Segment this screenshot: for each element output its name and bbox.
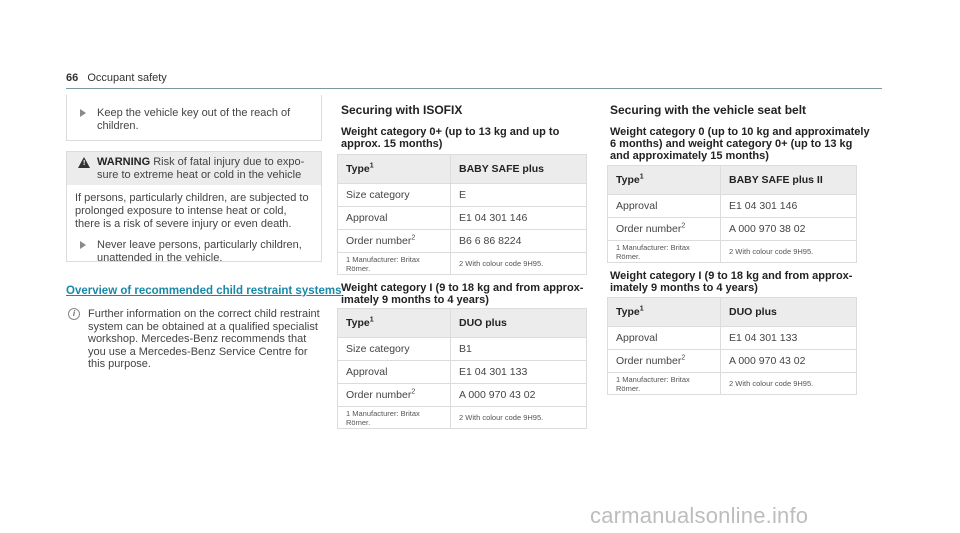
isofix-table-2: [337, 308, 587, 429]
row-label: Approval: [338, 207, 451, 230]
warning-head-text: Risk of fatal injury due to exposure to extreme heat or cold in the vehicle: [97, 156, 305, 181]
footnote-2: 2 With colour code 9H95.: [721, 373, 857, 395]
table-header-row: [338, 155, 587, 184]
page-number: 66: [66, 72, 79, 84]
footnote-1: 1 Manufacturer: Britax Römer.: [608, 373, 721, 395]
list-item: [67, 107, 321, 133]
warning-text: If persons, particularly children, are subjected to prolonged exposure to intense heat or cold, there is a risk of severe injury or even death.: [75, 192, 309, 230]
type-value-cell: DUO plus: [451, 309, 587, 338]
footnote-row: [338, 253, 587, 275]
type-label-cell: Type$^1$: [608, 166, 721, 195]
type-value-cell: BABY SAFE plus: [451, 155, 587, 184]
seatbelt-table-1: [607, 165, 857, 263]
section-title-isofix: Securing with ISOFIX: [341, 103, 463, 117]
row-value: E: [451, 184, 587, 207]
row-label: Size category: [338, 338, 451, 361]
row-value: E1 04 301 133: [451, 361, 587, 384]
row-value: B6 6 86 8224: [451, 230, 587, 253]
arrow-bullet-icon: [80, 241, 86, 249]
seatbelt-table-2: [607, 297, 857, 395]
table-caption: Weight category I (9 to 18 kg and from approximately 9 months to 4 years): [341, 282, 584, 306]
table-caption: Weight category 0+ (up to 13 kg and up to approx. 15 months): [341, 126, 560, 150]
table-row: [338, 207, 587, 230]
info-icon: i: [68, 308, 80, 320]
row-label: Order number$^2$: [338, 230, 451, 253]
info-text: Further information on the correct child restraint system can be obtained at a qualified specialist workshop. Mercedes-Benz recommends that you use a Mercedes-Benz Service Centre for this purpose.: [88, 308, 320, 370]
table-row: [608, 218, 857, 241]
footnote-2: 2 With colour code 9H95.: [451, 407, 587, 429]
info-note: [66, 308, 322, 371]
footnote-row: [338, 407, 587, 429]
type-label-cell: Type$^1$: [338, 309, 451, 338]
row-label: Order number$^2$: [608, 218, 721, 241]
row-value: E1 04 301 146: [451, 207, 587, 230]
table-row: [608, 195, 857, 218]
table-row: [338, 184, 587, 207]
row-label: Order number$^2$: [608, 350, 721, 373]
warning-body: [67, 185, 321, 265]
table-row: [338, 384, 587, 407]
bullet-text: Never leave persons, particularly children, unattended in the vehicle.: [97, 239, 302, 264]
bullet-box: [66, 95, 322, 141]
table-row: [608, 327, 857, 350]
warning-label: WARNING: [97, 156, 151, 168]
row-value: A 000 970 38 02: [721, 218, 857, 241]
type-label-cell: Type$^1$: [338, 155, 451, 184]
row-value: E1 04 301 146: [721, 195, 857, 218]
type-label-cell: Type$^1$: [608, 298, 721, 327]
bullet-text: Keep the vehicle key out of the reach of children.: [97, 107, 291, 132]
table-row: [338, 230, 587, 253]
warning-header: [67, 152, 321, 185]
type-value-cell: DUO plus: [721, 298, 857, 327]
warning-box: [66, 151, 322, 262]
type-value-cell: BABY SAFE plus II: [721, 166, 857, 195]
warning-triangle-icon: !: [78, 157, 90, 168]
row-value: B1: [451, 338, 587, 361]
header-divider: [66, 88, 882, 89]
table-header-row: [608, 298, 857, 327]
row-label: Approval: [608, 327, 721, 350]
table-row: [608, 350, 857, 373]
row-label: Size category: [338, 184, 451, 207]
table-row: [338, 338, 587, 361]
footnote-2: 2 With colour code 9H95.: [721, 241, 857, 263]
chapter-title: Occupant safety: [87, 72, 167, 84]
table-header-row: [338, 309, 587, 338]
footnote-1: 1 Manufacturer: Britax Römer.: [608, 241, 721, 263]
arrow-bullet-icon: [80, 109, 86, 117]
list-item: [75, 239, 313, 265]
section-title-seatbelt: Securing with the vehicle seat belt: [610, 103, 807, 117]
footnote-row: [608, 373, 857, 395]
table-caption: Weight category 0 (up to 10 kg and approximately 6 months) and weight category 0+ (up to 13 kg and approximately 15 months): [610, 126, 870, 162]
footnote-1: 1 Manufacturer: Britax Römer.: [338, 253, 451, 275]
row-label: Order number$^2$: [338, 384, 451, 407]
footnote-row: [608, 241, 857, 263]
watermark: carmanualsonline.info: [590, 503, 809, 528]
row-value: E1 04 301 133: [721, 327, 857, 350]
footnote-1: 1 Manufacturer: Britax Römer.: [338, 407, 451, 429]
footnote-2: 2 With colour code 9H95.: [451, 253, 587, 275]
row-label: Approval: [608, 195, 721, 218]
page-header: [66, 72, 167, 84]
isofix-table-1: [337, 154, 587, 275]
row-value: A 000 970 43 02: [721, 350, 857, 373]
row-label: Approval: [338, 361, 451, 384]
table-header-row: [608, 166, 857, 195]
row-value: A 000 970 43 02: [451, 384, 587, 407]
table-caption: Weight category I (9 to 18 kg and from approximately 9 months to 4 years): [610, 270, 853, 294]
overview-link[interactable]: Overview of recommended child restraint systems: [66, 285, 342, 297]
table-row: [338, 361, 587, 384]
